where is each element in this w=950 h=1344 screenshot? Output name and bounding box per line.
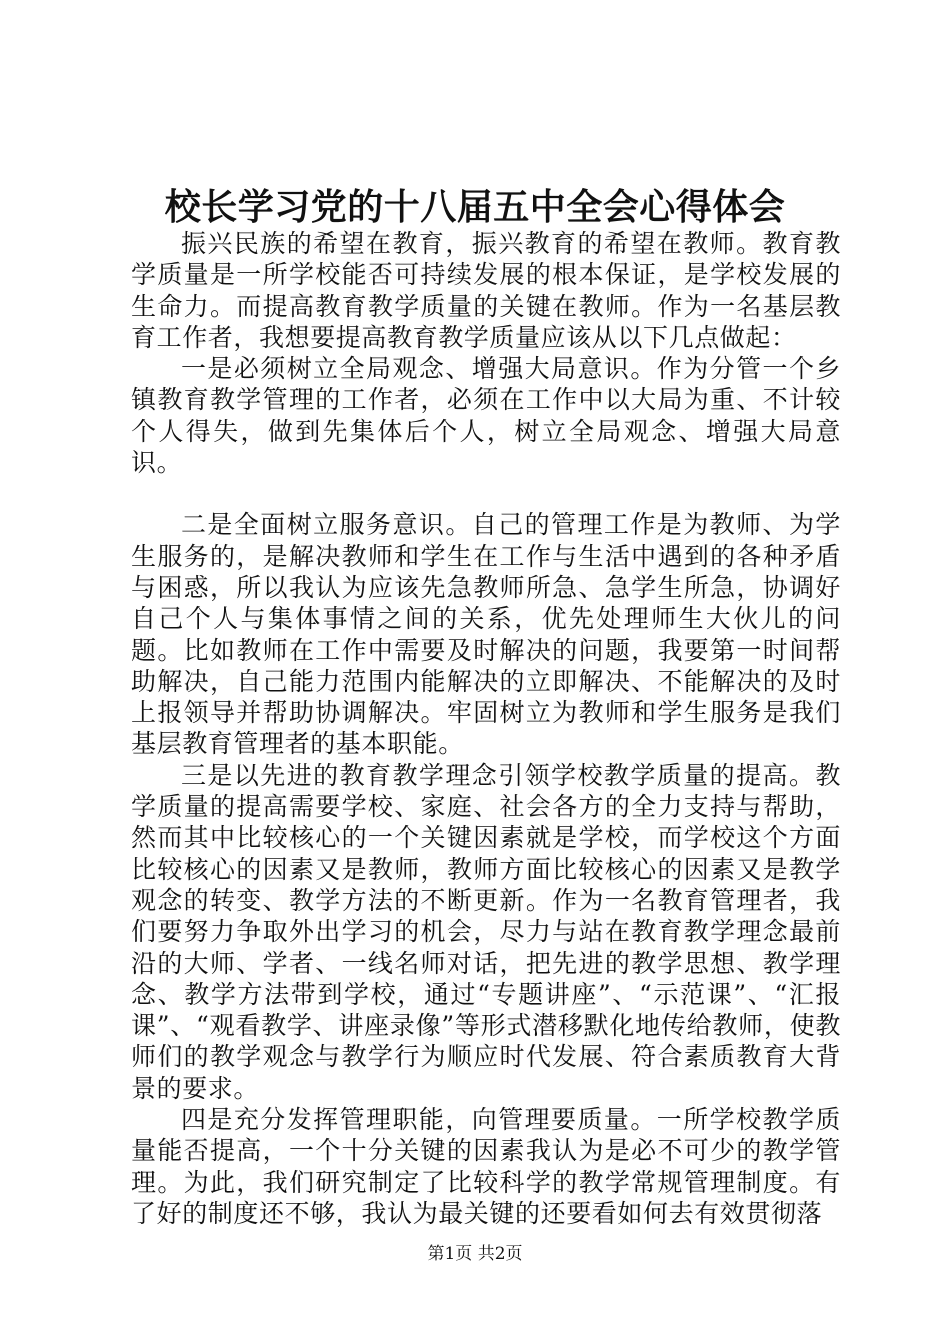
paragraph-intro: 振兴民族的希望在教育，振兴教育的希望在教师。教育教学质量是一所学校能否可持续发展的根本保证，是学校发展的生命力。而提高教育教学质量的关键在教师。作为一名基层教育工作者，我想要提高教育教学质量应该从以下几点做起： [131,229,841,352]
paragraph-point-3: 三是以先进的教育教学理念引领学校教学质量的提高。教学质量的提高需要学校、家庭、社会各方的全力支持与帮助，然而其中比较核心的一个关键因素就是学校，而学校这个方面比较核心的因素又是教师，教师方面比较核心的因素又是教学观念的转变、教学方法的不断更新。作为一名教育管理者，我们要努力争取外出学习的机会，尽力与站在教育教学理念最前沿的大师、学者、一线名师对话，把先进的教学思想、教学理念、教学方法带到学校，通过“专题讲座”、“示范课”、“汇报课”、“观看教学、讲座录像”等形式潜移默化地传给教师，使教师们的教学观念与教学行为顺应时代发展、符合素质教育大背景的要求。 [131,760,841,1103]
paragraph-point-1: 一是必须树立全局观念、增强大局意识。作为分管一个乡镇教育教学管理的工作者，必须在工作中以大局为重、不计较个人得失，做到先集体后个人，树立全局观念、增强大局意识。 [131,354,841,478]
document-body [131,228,841,1229]
paragraph-point-2: 二是全面树立服务意识。自己的管理工作是为教师、为学生服务的，是解决教师和学生在工作与生活中遇到的各种矛盾与困惑，所以我认为应该先急教师所急、急学生所急，协调好自己个人与集体事情之间的关系，优先处理师生大伙儿的问题。比如教师在工作中需要及时解决的问题，我要第一时间帮助解决，自己能力范围内能解决的立即解决、不能解决的及时上报领导并帮助协调解决。牢固树立为教师和学生服务是我们基层教育管理者的基本职能。 [131,510,841,759]
document-title: 校长学习党的十八届五中全会心得体会 [164,186,786,228]
page-number-footer: 第1页 共2页 [427,1244,523,1264]
paragraph-point-4: 四是充分发挥管理职能，向管理要质量。一所学校教学质量能否提高，一个十分关键的因素我认为是必不可少的教学管理。为此，我们研究制定了比较科学的教学常规管理制度。有了好的制度还不够，我认为最关键的还要看如何去有效贯彻落 [131,1105,841,1228]
paragraph-spacer [131,478,841,509]
